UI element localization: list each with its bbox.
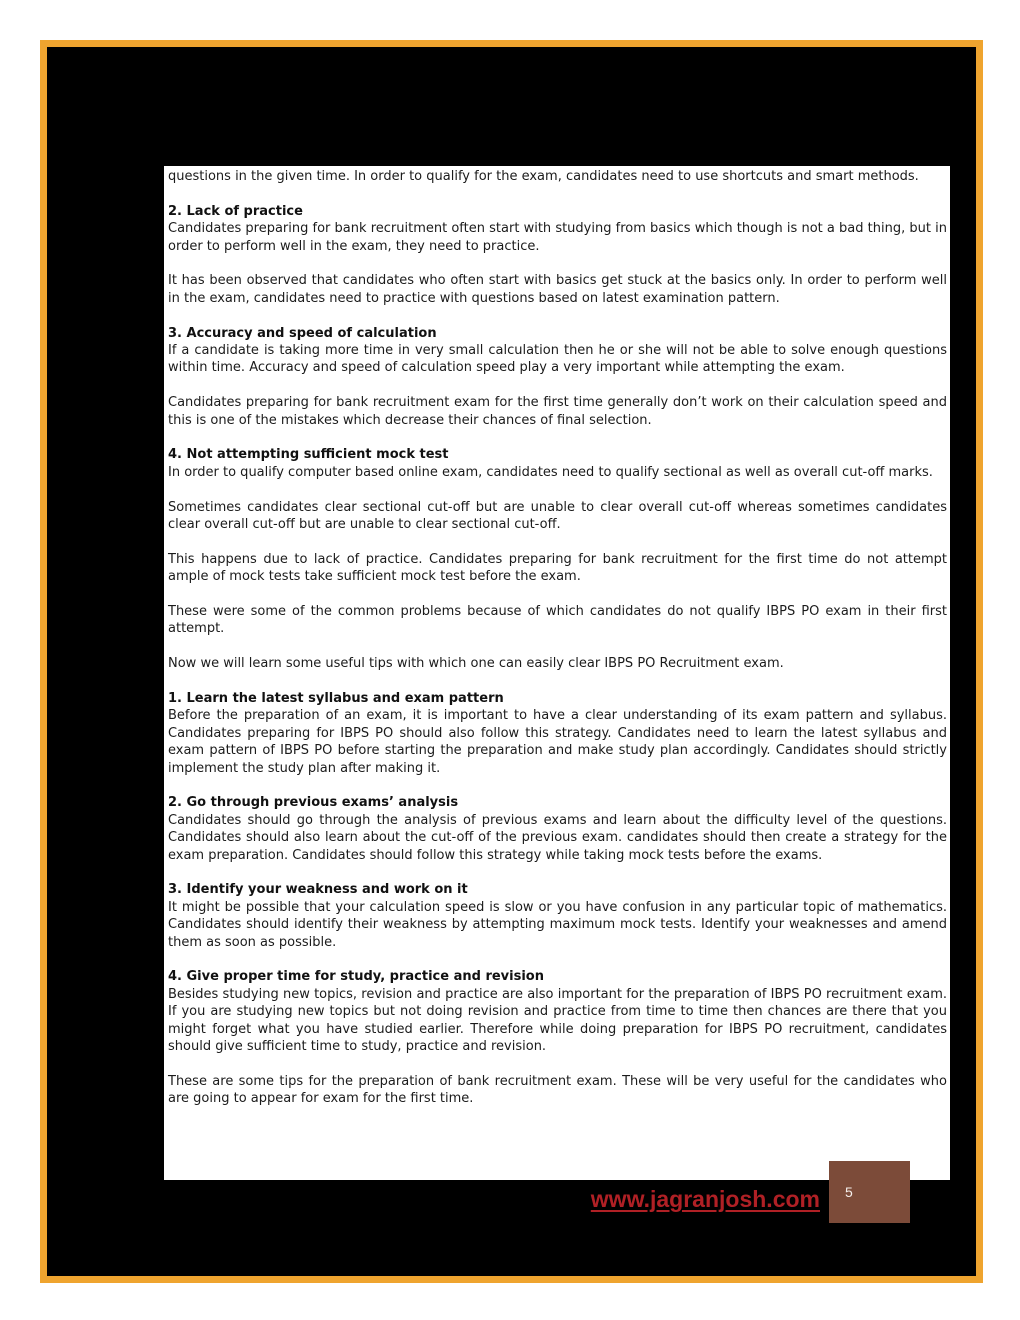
paragraph: It has been observed that candidates who often start with basics get stuck at the basics only. In order to perform well in the exam, candidates need to practice with questions based on latest examination pattern. <box>168 273 947 306</box>
section-heading: 2. Go through previous exams’ analysis <box>168 795 459 811</box>
paragraph: This happens due to lack of practice. Candidates preparing for bank recruitment for the first time do not attempt ample of mock tests take sufficient mock test before the exam. <box>168 551 947 585</box>
section-heading: 3. Identify your weakness and work on it <box>168 882 468 898</box>
paragraph: It might be possible that your calculation speed is slow or you have confusion in any particular topic of mathematics. Candidates should identify their weakness by attempting maximum mock tests. Identify your weaknesses and amend them as soon as possible. <box>168 899 947 950</box>
document-content <box>164 166 950 1180</box>
paragraph: Candidates should go through the analysis of previous exams and learn about the difficulty level of the questions. Candidates should also learn about the cut-off of the previous exam. candidates should then create a strategy for the exam preparation. Candidates should follow this strategy while taking mock tests before the exams. <box>168 812 947 863</box>
section-heading: 1. Learn the latest syllabus and exam pattern <box>168 691 504 707</box>
paragraph: questions in the given time. In order to qualify for the exam, candidates need to use shortcuts and smart methods. <box>168 169 919 184</box>
section-heading: 4. Give proper time for study, practice and revision <box>168 969 544 985</box>
paragraph: Before the preparation of an exam, it is important to have a clear understanding of its exam pattern and syllabus. Candidates preparing for IBPS PO should also follow this strategy. Candidates need to learn the latest syllabus and exam pattern of IBPS PO before starting the preparation and make study plan accordingly. Candidates should strictly implement the study plan after making it. <box>168 708 947 776</box>
paragraph: These are some tips for the preparation of bank recruitment exam. These will be very useful for the candidates who are going to appear for exam for the first time. <box>168 1073 947 1107</box>
page-number: 5 <box>845 1184 853 1200</box>
paragraph: These were some of the common problems because of which candidates do not qualify IBPS PO exam in their first attempt. <box>168 604 947 637</box>
paragraph: Sometimes candidates clear sectional cut-off but are unable to clear overall cut-off whereas sometimes candidates clear overall cut-off but are unable to clear sectional cut-off. <box>168 499 947 533</box>
paragraph: Besides studying new topics, revision and practice are also important for the preparation of IBPS PO recruitment exam. If you are studying new topics but not doing revision and practice from time to time then chances are there that you might forget what you have studied earlier. Therefore while doing preparation for IBPS PO recruitment, candidates should give sufficient time to study, practice and revision. <box>168 986 947 1055</box>
paragraph: If a candidate is taking more time in very small calculation then he or she will not be able to solve enough questions within time. Accuracy and speed of calculation speed play a very important while attempting the exam. <box>168 343 947 376</box>
paragraph: In order to qualify computer based online exam, candidates need to qualify sectional as well as overall cut-off marks. <box>168 464 933 480</box>
section-heading: 2. Lack of practice <box>168 203 303 219</box>
paragraph: Now we will learn some useful tips with which one can easily clear IBPS PO Recruitment exam. <box>168 656 784 672</box>
website-link[interactable]: www.jagranjosh.com <box>590 1186 820 1212</box>
paragraph: Candidates preparing for bank recruitment often start with studying from basics which though is not a bad thing, but in order to perform well in the exam, they need to practice. <box>168 221 947 254</box>
paragraph: Candidates preparing for bank recruitment exam for the first time generally don’t work on their calculation speed and this is one of the mistakes which decrease their chances of final selection. <box>168 395 947 428</box>
orange-frame <box>40 40 983 1283</box>
section-heading: 4. Not attempting sufficient mock test <box>168 447 449 463</box>
section-heading: 3. Accuracy and speed of calculation <box>168 325 437 341</box>
